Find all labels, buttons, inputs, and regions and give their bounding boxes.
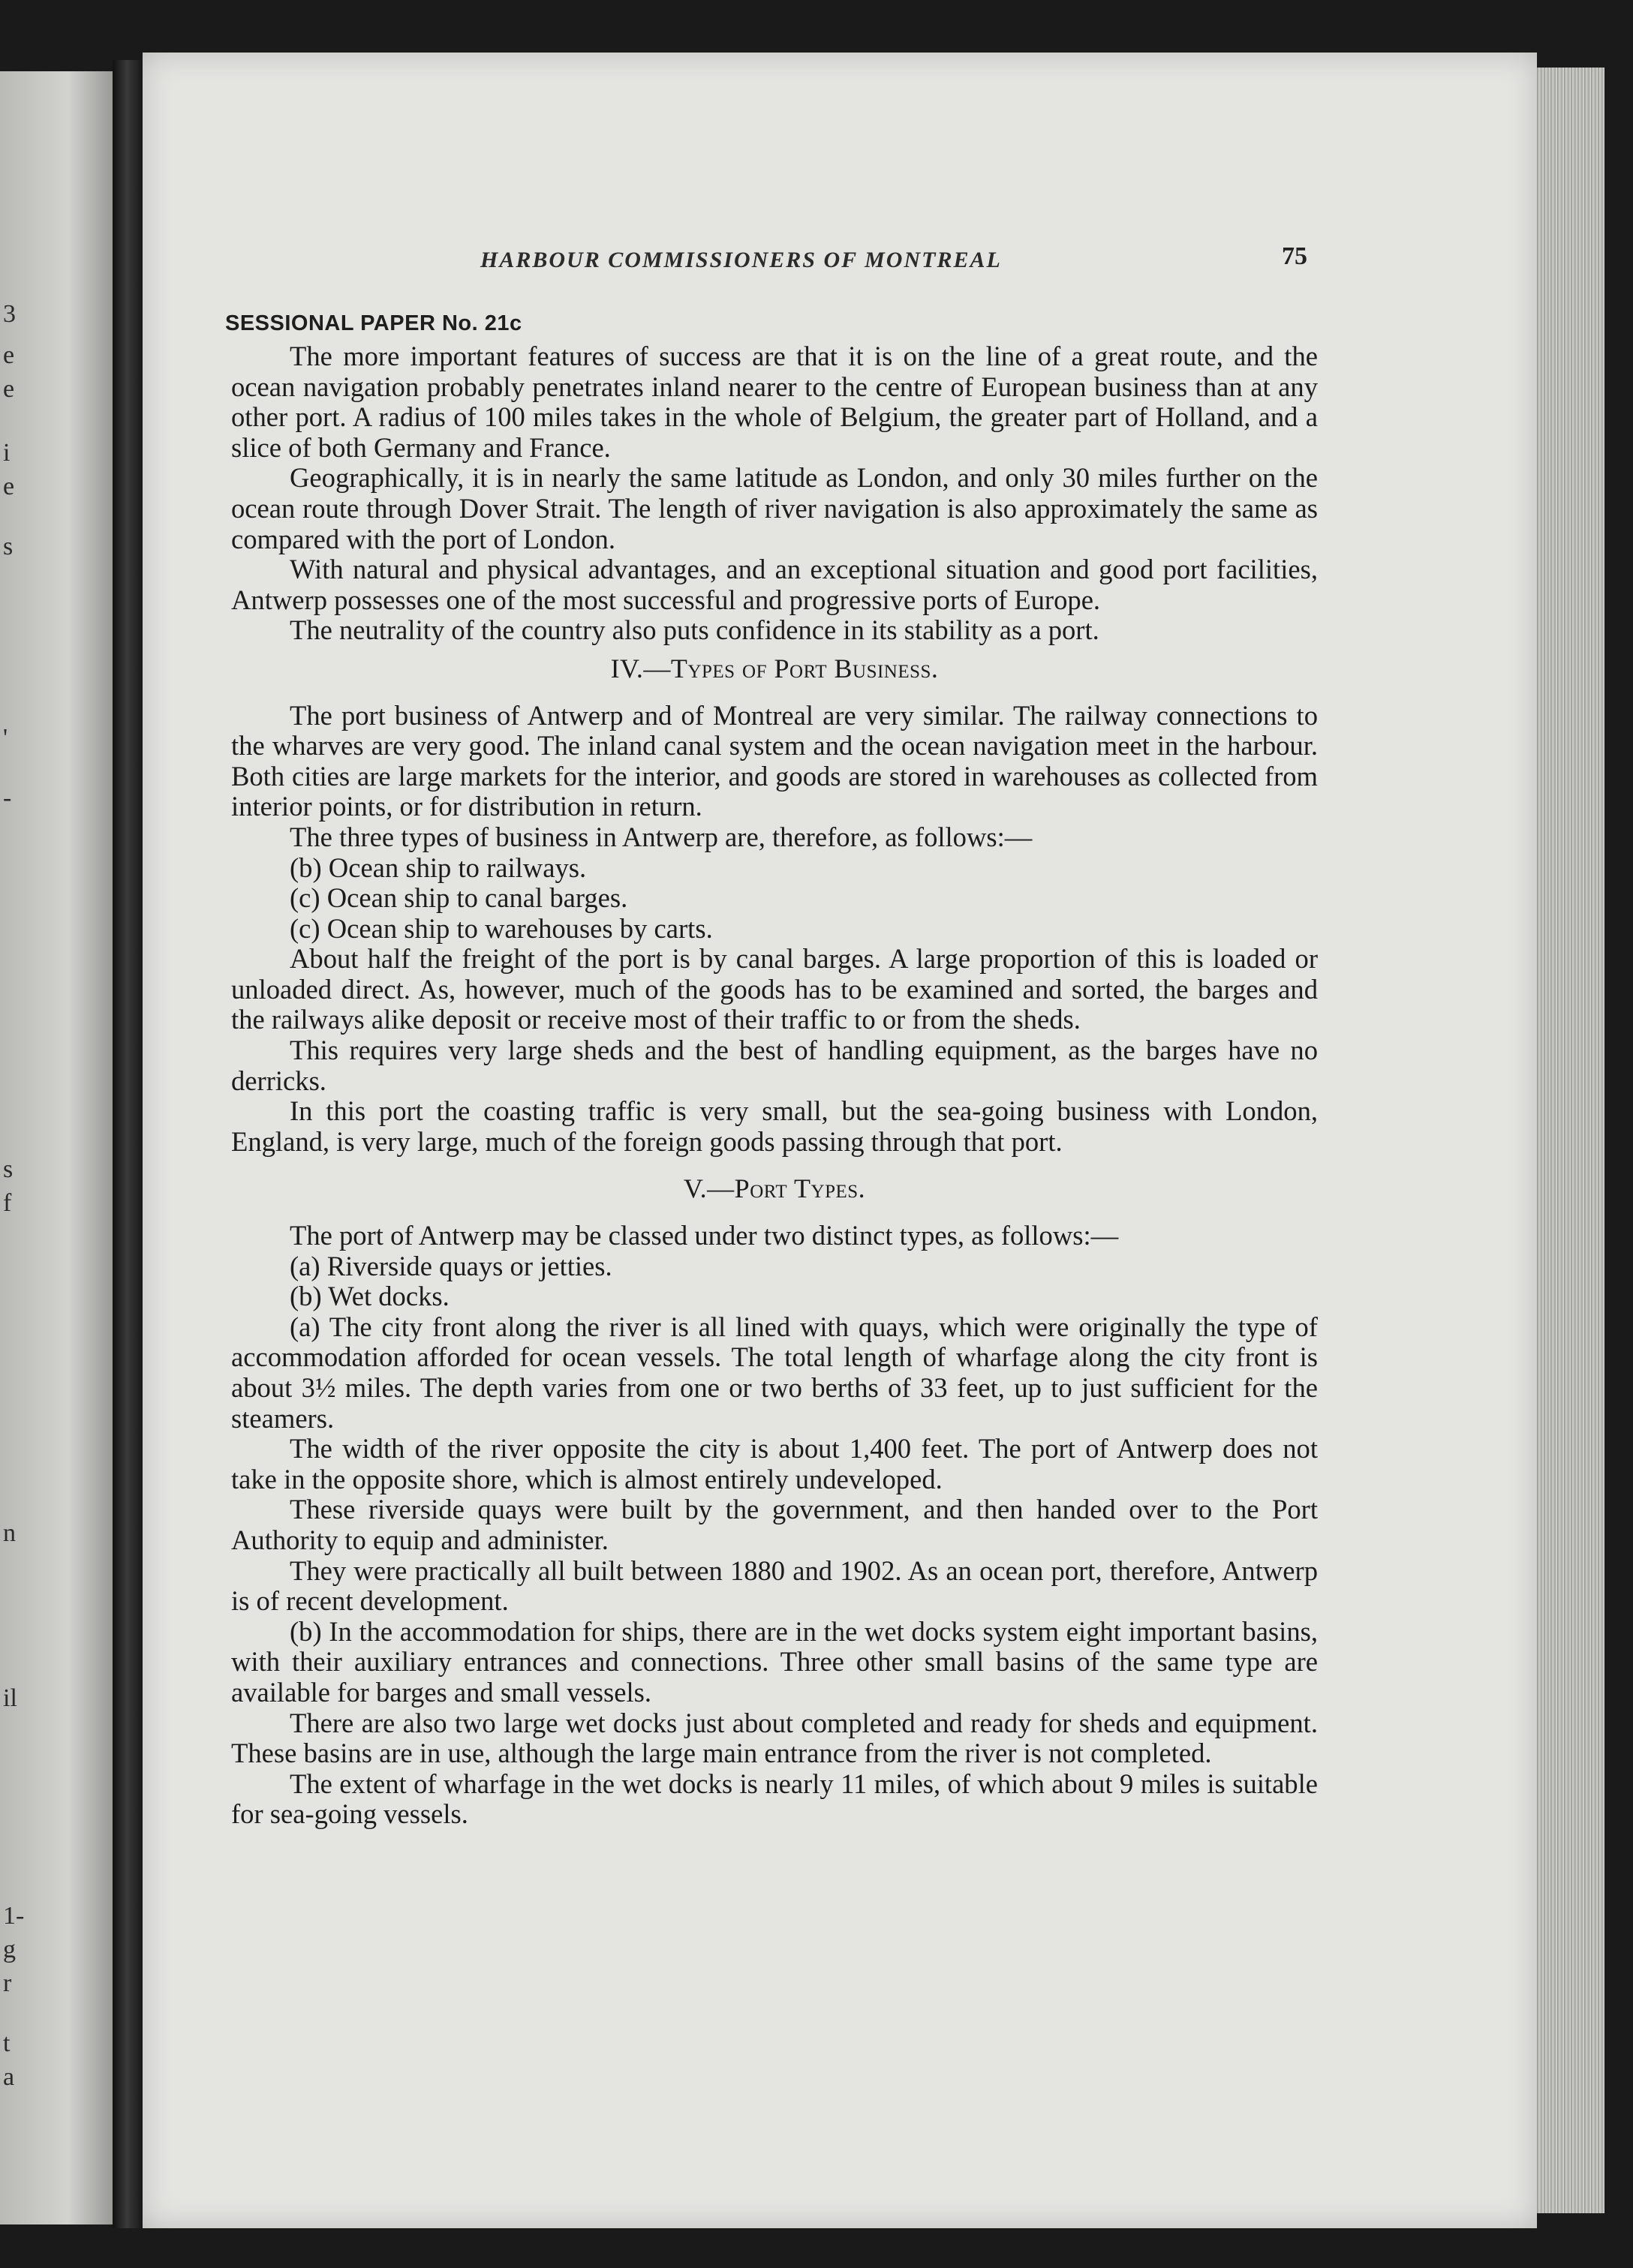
paragraph: (a) The city front along the river is all lined with quays, which were originally the type of accommodation afforded for ocean vessels. The total length of wharfage along the city front is about 3½ miles. The depth varies from one or two berths of 33 feet, up to just sufficient for the steamers.	[231, 1311, 1318, 1434]
margin-fragment: i	[3, 439, 11, 467]
sessional-paper-label: SESSIONAL PAPER No. 21c	[225, 311, 522, 335]
margin-fragment: a	[3, 2063, 15, 2091]
paragraph: These riverside quays were built by the government, and then handed over to the Port Authority to equip and administer.	[231, 1494, 1318, 1555]
paragraph: About half the freight of the port is by canal barges. A large proportion of this is loaded or unloaded direct. As, however, much of the goods has to be examined and sorted, the barges and the railways alike deposit or receive most of their traffic to or from the sheds.	[231, 943, 1318, 1035]
list-item: (a) Riverside quays or jetties.	[290, 1250, 612, 1281]
margin-fragment: il	[3, 1684, 17, 1712]
list-item: (c) Ocean ship to warehouses by carts.	[290, 912, 713, 944]
margin-fragment: f	[3, 1189, 12, 1217]
section-heading-iv: IV.—Types of Port Business.	[610, 653, 939, 683]
previous-page-margin-fragments	[0, 71, 30, 2224]
book-gutter	[113, 60, 144, 2228]
margin-fragment: s	[3, 1155, 14, 1183]
paragraph: With natural and physical advantages, and an exceptional situation and good port facilities, Antwerp possesses one of the most successful and progressive ports of Europe.	[231, 554, 1318, 615]
margin-fragment: e	[3, 341, 15, 369]
margin-fragment: -	[3, 784, 12, 812]
paragraph: The neutrality of the country also puts confidence in its stability as a port.	[290, 614, 1099, 646]
margin-fragment: e	[3, 375, 15, 403]
paragraph: The port of Antwerp may be classed under two distinct types, as follows:—	[290, 1220, 1119, 1251]
page-body	[231, 341, 1318, 1830]
section-heading-v: V.—Port Types.	[683, 1173, 866, 1204]
paragraph: The port business of Antwerp and of Montreal are very similar. The railway connections to the wharves are very good. The inland canal system and the ocean navigation meet in the harbour. Both cities are large markets for the interior, and goods are stored in warehouses as collected from interior points, or for distribution in return.	[231, 699, 1318, 822]
paragraph: Geographically, it is in nearly the same latitude as London, and only 30 miles further on the ocean route through Dover Strait. The length of river navigation is also approximately the same as compared with the port of London.	[231, 462, 1318, 554]
margin-fragment: s	[3, 533, 14, 560]
margin-fragment: n	[3, 1519, 16, 1547]
margin-fragment: g	[3, 1936, 16, 1963]
list-item: (b) Wet docks.	[290, 1281, 450, 1312]
margin-fragment: t	[3, 2029, 11, 2057]
margin-fragment: 3	[3, 300, 16, 328]
previous-page-edge	[0, 71, 113, 2224]
margin-fragment: e	[3, 473, 15, 500]
page-stack-edge	[1537, 68, 1604, 2213]
paragraph: There are also two large wet docks just about completed and ready for sheds and equipment. These basins are in use, although the large main entrance from the river is not completed.	[231, 1707, 1318, 1769]
margin-fragment: r	[3, 1969, 12, 1997]
paragraph: In this port the coasting traffic is very small, but the sea-going business with London, England, is very large, much of the foreign goods passing through that port.	[231, 1095, 1318, 1157]
paragraph: (b) In the accommodation for ships, there are in the wet docks system eight important basins, with their auxiliary entrances and connections. Three other small basins of the same type are available for barges and small vessels.	[231, 1615, 1318, 1708]
paragraph: The width of the river opposite the city is about 1,400 feet. The port of Antwerp does not take in the opposite shore, which is almost entirely undeveloped.	[231, 1433, 1318, 1494]
running-head: HARBOUR COMMISSIONERS OF MONTREAL	[480, 248, 1002, 272]
margin-fragment: 1-	[3, 1902, 25, 1930]
page-number: 75	[1282, 242, 1307, 270]
paragraph: They were practically all built between 1880 and 1902. As an ocean port, therefore, Antwerp is of recent development.	[231, 1555, 1318, 1617]
list-item: (b) Ocean ship to railways.	[290, 852, 587, 883]
list-item: (c) Ocean ship to canal barges.	[290, 882, 628, 914]
paragraph: The more important features of success are that it is on the line of a great route, and the ocean navigation probably penetrates inland nearer to the centre of European business than at any other port. A radius of 100 miles takes in the whole of Belgium, the greater part of Holland, and a slice of both Germany and France.	[231, 341, 1318, 463]
paragraph: This requires very large sheds and the best of handling equipment, as the barges have no derricks.	[231, 1035, 1318, 1096]
paragraph: The extent of wharfage in the wet docks is nearly 11 miles, of which about 9 miles is suitable for sea-going vessels.	[231, 1768, 1318, 1830]
margin-fragment: '	[3, 724, 8, 752]
paragraph: The three types of business in Antwerp are, therefore, as follows:—	[290, 821, 1033, 852]
